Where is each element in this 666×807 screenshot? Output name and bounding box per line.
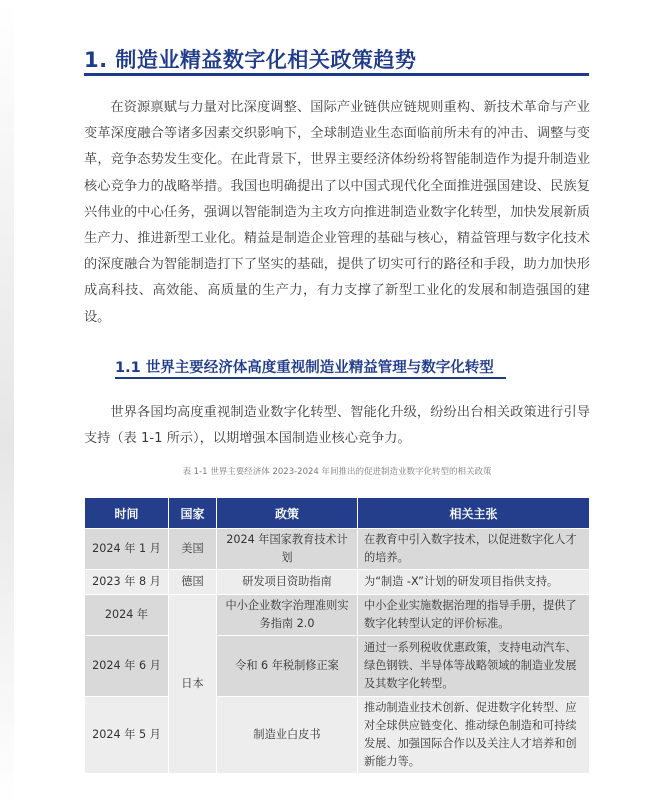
cell-policy: 中小企业数字治理准则实务指南 2.0 [217, 595, 358, 636]
subsection-paragraph: 世界各国均高度重视制造业数字化转型、智能化升级，纷纷出台相关政策进行引导支持（表 1-1 所示），以期增强本国制造业核心竞争力。 [84, 405, 590, 447]
table-row [85, 636, 590, 697]
cell-claim: 中小企业实施数据治理的指导手册，提供了数字化转型认定的评价标准。 [358, 595, 590, 636]
cell-claim: 为“制造 -X”计划的研发项目指供支持。 [358, 570, 590, 595]
intro-paragraph: 在资源禀赋与力量对比深度调整、国际产业链供应链规则重构、新技术革命与产业变革深度融合等诸多因素交织影响下，全球制造业生态面临前所未有的冲击、调整与变革，竞争态势发生变化。在此背景下，世界主要经济体纷纷将智能制造作为提升制造业核心竞争力的战略举措。我国也明确提出了以中国式现代化全面推进强国建设、民族复兴伟业的中心任务，强调以智能制造为主攻方向推进制造业数字化转型，加快发展新质生产力、推进新型工业化。精益是制造企业管理的基础与核心，精益管理与数字化技术的深度融合为智能制造打下了坚实的基础，提供了切实可行的路径和手段，助力加快形成高科技、高效能、高质量的生产力，有力支撑了新型工业化的发展和制造强国的建设。 [84, 100, 590, 325]
page-edge-shadow [0, 0, 14, 807]
policy-table [84, 497, 590, 774]
cell-country: 德国 [169, 570, 217, 595]
cell-time: 2024 年 6 月 [85, 636, 169, 697]
table-row [85, 570, 590, 595]
table-row [85, 697, 590, 774]
subsection-heading: 1.1 世界主要经济体高度重视制造业精益管理与数字化转型 [115, 360, 494, 376]
table-caption: 表 1-1 世界主要经济体 2023-2024 年间推出的促进制造业数字化转型的相关政策 [182, 467, 492, 477]
section-heading: 1. 制造业精益数字化相关政策趋势 [84, 48, 417, 72]
cell-time: 2024 年 5 月 [85, 697, 169, 774]
cell-country: 美国 [169, 529, 217, 570]
header-claim: 相关主张 [358, 498, 590, 529]
cell-policy: 2024 年国家教育技术计划 [217, 529, 358, 570]
section-heading-rule [84, 73, 589, 76]
cell-country-merged: 日本 [169, 595, 217, 774]
subsection-heading-rule [115, 377, 506, 379]
cell-time: 2024 年 1 月 [85, 529, 169, 570]
table-header-row [85, 498, 590, 529]
table-row [85, 595, 590, 636]
cell-policy: 制造业白皮书 [217, 697, 358, 774]
cell-policy: 研发项目资助指南 [217, 570, 358, 595]
cell-time: 2023 年 8 月 [85, 570, 169, 595]
table-row [85, 529, 590, 570]
cell-claim: 通过一系列税收优惠政策，支持电动汽车、绿色钢铁、半导体等战略领域的制造业发展及其数字化转型。 [358, 636, 590, 697]
cell-policy: 令和 6 年税制修正案 [217, 636, 358, 697]
cell-claim: 推动制造业技术创新、促进数字化转型、应对全球供应链变化、推动绿色制造和可持续发展、加强国际合作以及关注人才培养和创新能力等。 [358, 697, 590, 774]
header-time: 时间 [85, 498, 169, 529]
header-policy: 政策 [217, 498, 358, 529]
cell-time: 2024 年 [85, 595, 169, 636]
cell-claim: 在教育中引入数字技术，以促进数字化人才的培养。 [358, 529, 590, 570]
header-country: 国家 [169, 498, 217, 529]
